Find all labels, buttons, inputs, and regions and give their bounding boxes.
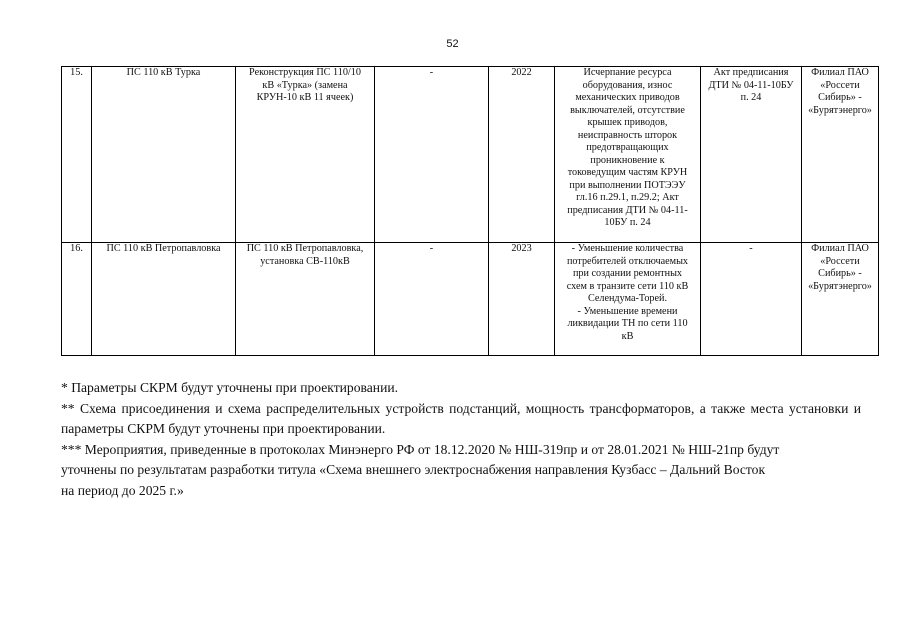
cell-object: ПС 110 кВ Петропавловка — [92, 243, 236, 356]
cell-year: 2023 — [489, 243, 555, 356]
cell-org: Филиал ПАО «Россети Сибирь» - «Бурятэнерго» — [802, 67, 879, 243]
footnote-1: * Параметры СКРМ будут уточнены при проектировании. — [61, 380, 399, 395]
cell-work: ПС 110 кВ Петропавловка, установка СВ-110кВ — [236, 243, 375, 356]
measures-table — [61, 66, 879, 356]
footnote-3: *** Мероприятия, приведенные в протоколах Минэнерго РФ от 18.12.2020 № НШ-319пр и от 28.01.2021 № НШ-21пр будут уточнены по результатам разработки титула «Схема внешнего электроснабжения направления Кузбасс – Дальний Восток на период до 2025 г.» — [61, 441, 780, 498]
cell-object: ПС 110 кВ Турка — [92, 67, 236, 243]
cell-document: - — [701, 243, 802, 356]
cell-document: Акт предписания ДТИ № 04-11-10БУ п. 24 — [701, 67, 802, 243]
cell-num: 15. — [62, 67, 92, 243]
cell-reason: Исчерпание ресурса оборудования, износ механических приводов выключателей, отсутствие крышек приводов, неисправность шторок предотвращающих проникновение к токоведущим частям КРУН при выполнении ПОТЭЭУ гл.16 п.29.1, п.29.2; Акт предписания ДТИ № 04-11- 10БУ п. 24 — [555, 67, 701, 243]
cell-params: - — [375, 67, 489, 243]
table-row — [62, 67, 879, 243]
cell-num: 16. — [62, 243, 92, 356]
cell-year: 2022 — [489, 67, 555, 243]
page-number: 52 — [446, 38, 459, 50]
footnotes — [61, 378, 861, 501]
cell-params: - — [375, 243, 489, 356]
cell-org: Филиал ПАО «Россети Сибирь» - «Бурятэнерго» — [802, 243, 879, 356]
footnote-2: ** Схема присоединения и схема распределительных устройств подстанций, мощность трансформаторов, а также места установки и параметры СКРМ будут уточнены при проектировании. — [61, 400, 861, 436]
cell-work: Реконструкция ПС 110/10 кВ «Турка» (замена КРУН-10 кВ 11 ячеек) — [236, 67, 375, 243]
cell-reason: - Уменьшение количества потребителей отключаемых при создании ремонтных схем в транзите сети 110 кВ Селендума-Торей. - Уменьшение времени ликвидации ТН по сети 110 кВ — [555, 243, 701, 356]
table-row — [62, 243, 879, 356]
